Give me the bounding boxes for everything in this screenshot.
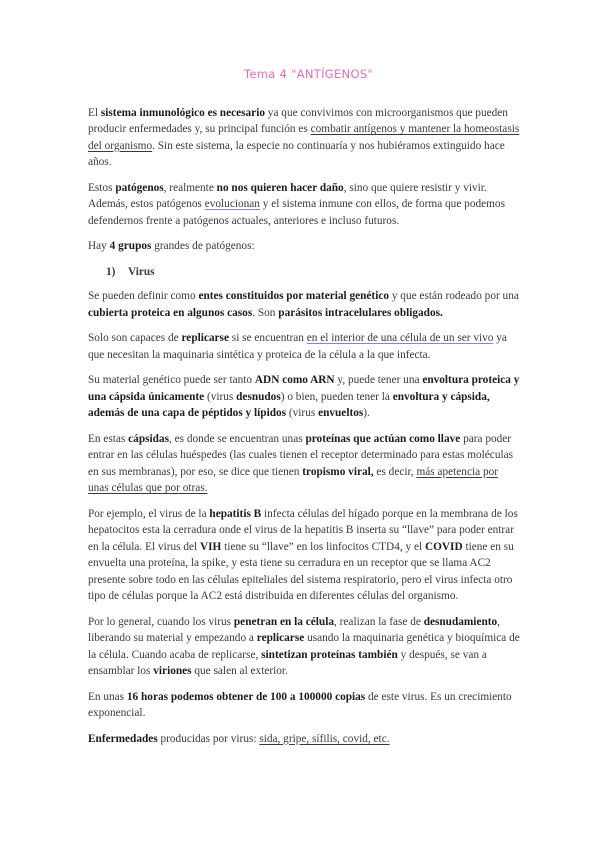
- paragraph-pathogens: [88, 180, 521, 230]
- paragraph-groups: [88, 238, 521, 255]
- text: para poder entrar en las células huéspedes (las cuales tienen el receptor determinado para estas moléculas en sus membranas), por eso, se dice que tienen: [88, 432, 514, 478]
- bold-text: patógenos: [115, 181, 164, 194]
- text: Se pueden definir como: [88, 290, 199, 302]
- bold-text: desnudamiento: [423, 615, 498, 628]
- bold-text: Enfermedades: [88, 732, 158, 745]
- text: Solo son capaces de: [88, 332, 182, 344]
- bold-text: tropismo viral,: [302, 465, 374, 478]
- paragraph-capsids: [88, 431, 521, 497]
- text: . Son: [252, 306, 279, 319]
- paragraph-definition: [88, 288, 521, 321]
- text: producidas por virus:: [157, 732, 260, 745]
- text: , realmente: [163, 181, 217, 194]
- text: ).: [363, 407, 370, 419]
- text: Hay: [88, 240, 110, 252]
- text: infecta células del hígado porque en la membrana de los hepatocitos esta la cerradura onde el virus de la hepatitis B inserta su “llave” para poder entrar en la célula. El virus del: [88, 507, 518, 553]
- bold-text: hepatitis B: [209, 507, 262, 520]
- bold-text: VIH: [200, 540, 222, 553]
- bold-text: envoltura proteica y una cápsida únicamente: [88, 374, 520, 403]
- text: , es donde se encuentran unas: [168, 432, 306, 445]
- bold-text: desnudos: [236, 390, 281, 403]
- text: (virus: [286, 407, 319, 419]
- bold-text: cubierta proteica en algunos casos: [88, 306, 253, 319]
- bold-text: parásitos intracelulares obligados.: [278, 306, 443, 319]
- bold-text: ADN como ARN: [254, 374, 335, 386]
- text: y el sistema inmune con ellos, de forma que podemos defendernos frente a patógenos actuales, anteriores e incluso futuros.: [88, 198, 505, 227]
- text: tiene en su envuelta una proteína, la spike, y esta tiene su cerradura en un receptor que se llama AC2 presente sobre todo en las células epiteliales del sistema respiratorio, pero el virus infecta otro tipo de células porque la AC2 está distribuida en diferentes células del organismo.: [88, 540, 514, 602]
- text: , liberando su material y empezando a: [88, 615, 500, 644]
- underlined-text: combatir antígenos y mantener la homeostasis del organismo: [88, 123, 520, 152]
- text: grandes de patógenos:: [151, 240, 255, 252]
- paragraph-growth: [88, 689, 521, 722]
- bold-text: penetran en la célula: [233, 615, 334, 628]
- section-heading-virus: [106, 264, 521, 281]
- bold-text: sistema inmunológico es necesario: [100, 106, 265, 119]
- text: que salen al exterior.: [191, 665, 288, 677]
- text: usando la maquinaria genética y bioquímica de la célula. Cuando acaba de replicarse,: [88, 632, 520, 661]
- text: si se encuentran: [228, 332, 307, 344]
- underlined-text: más apetencia por unas células que por otras.: [88, 465, 499, 494]
- bold-text: no nos quieren hacer daño: [216, 181, 344, 194]
- bold-text: entes constituidos por material genético: [198, 290, 389, 302]
- paragraph-diseases: [88, 731, 521, 748]
- text: Por ejemplo, el virus de la: [88, 507, 210, 520]
- underlined-text: en el interior de una célula de un ser vivo: [306, 332, 494, 344]
- bold-text: replicarse: [181, 332, 229, 344]
- text: tiene su “llave” en los linfocitos CTD4, y el: [221, 540, 425, 553]
- list-number: 1): [106, 265, 116, 278]
- text: Su material genético puede ser tanto: [88, 374, 255, 386]
- bold-text: envueltos: [318, 407, 364, 419]
- text: En estas: [88, 432, 129, 445]
- bold-text: sintetizan proteínas también: [261, 648, 398, 661]
- text: y después, se van a ensamblar los: [88, 648, 487, 677]
- document-title: Tema 4 "ANTÍGENOS": [243, 67, 374, 81]
- bold-text: envoltura y cápsida, además de una capa de péptidos y lípidos: [88, 390, 490, 419]
- text: (virus: [204, 390, 237, 403]
- text: ) o bien, pueden tener la: [280, 390, 393, 403]
- text: Estos: [88, 181, 116, 194]
- bold-text: replicarse: [256, 632, 305, 644]
- text: Por lo general, cuando los virus: [88, 615, 234, 628]
- bold-text: viriones: [153, 665, 192, 677]
- text: ya que necesitan la maquinaria sintética y proteica de la célula a la que infecta.: [88, 332, 507, 361]
- paragraph-cell-penetration: [88, 614, 521, 680]
- text: y, puede tener una: [334, 374, 423, 386]
- paragraph-immune-system: [88, 105, 521, 171]
- bold-text: cápsidas: [128, 432, 169, 445]
- text: de este virus. Es un crecimiento exponencial.: [88, 690, 512, 719]
- text: En unas: [88, 690, 127, 703]
- text: , realizan la fase de: [334, 615, 424, 628]
- text: , sino que quiere resistir y vivir. Además, estos patógenos: [88, 181, 487, 210]
- bold-text: 16 horas podemos obtener de 100 a 100000 copias: [126, 690, 366, 703]
- text: El: [88, 106, 101, 119]
- text: es decir,: [373, 465, 417, 478]
- underlined-text: sida, gripe, sífilis, covid, etc.: [259, 732, 390, 745]
- bold-text: proteínas que actúan como llave: [305, 432, 461, 445]
- bold-text: 4 grupos: [109, 240, 152, 252]
- section-heading-label: Virus: [128, 265, 155, 278]
- text: ya que convivimos con microorganismos que pueden producir enfermedades y, su principal función es: [88, 106, 508, 135]
- text: y que están rodeado por una: [389, 290, 519, 302]
- bold-text: COVID: [424, 540, 463, 553]
- paragraph-genetic-material: [88, 372, 521, 422]
- paragraph-examples: [88, 506, 521, 605]
- text: . Sin este sistema, la especie no continuaría y nos hubiéramos extinguido hace años.: [88, 139, 505, 168]
- underlined-text: evolucionan: [204, 198, 260, 210]
- paragraph-replication: [88, 330, 521, 363]
